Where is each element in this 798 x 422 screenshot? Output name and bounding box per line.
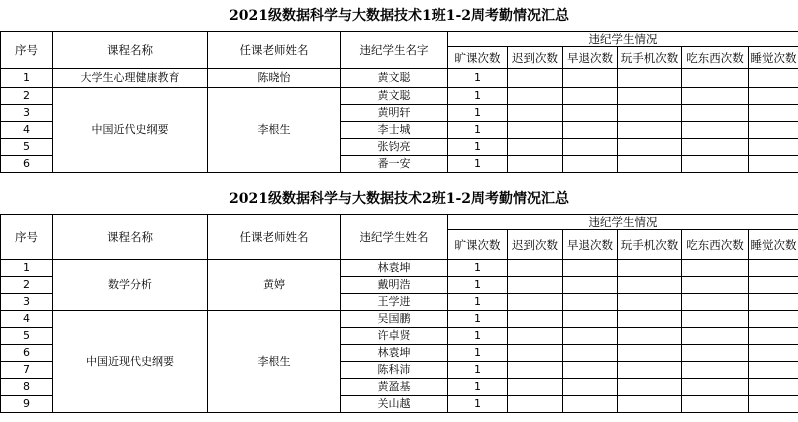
cell-early bbox=[563, 88, 618, 105]
cell-absent: 1 bbox=[448, 396, 508, 413]
header-absent: 旷课次数 bbox=[448, 230, 508, 260]
cell-early bbox=[563, 294, 618, 311]
cell-seq: 2 bbox=[1, 277, 53, 294]
cell-sleep bbox=[749, 122, 798, 139]
cell-sleep bbox=[749, 328, 798, 345]
cell-student: 番一安 bbox=[341, 156, 448, 173]
cell-sleep bbox=[749, 139, 798, 156]
cell-seq: 3 bbox=[1, 294, 53, 311]
cell-phone bbox=[618, 139, 682, 156]
cell-late bbox=[508, 311, 563, 328]
cell-early bbox=[563, 311, 618, 328]
header-phone: 玩手机次数 bbox=[618, 47, 682, 69]
cell-student: 黄文聪 bbox=[341, 88, 448, 105]
cell-early bbox=[563, 345, 618, 362]
header-eating: 吃东西次数 bbox=[682, 230, 749, 260]
cell-early bbox=[563, 105, 618, 122]
cell-sleep bbox=[749, 345, 798, 362]
cell-late bbox=[508, 69, 563, 88]
cell-phone bbox=[618, 122, 682, 139]
cell-absent: 1 bbox=[448, 379, 508, 396]
cell-early bbox=[563, 277, 618, 294]
cell-course: 中国近现代史纲要 bbox=[53, 311, 208, 413]
cell-early bbox=[563, 362, 618, 379]
cell-phone bbox=[618, 311, 682, 328]
cell-eating bbox=[682, 345, 749, 362]
cell-late bbox=[508, 260, 563, 277]
cell-seq: 5 bbox=[1, 139, 53, 156]
cell-late bbox=[508, 156, 563, 173]
cell-late bbox=[508, 139, 563, 156]
cell-absent: 1 bbox=[448, 69, 508, 88]
cell-sleep bbox=[749, 260, 798, 277]
cell-seq: 5 bbox=[1, 328, 53, 345]
table-row bbox=[1, 88, 798, 105]
cell-early bbox=[563, 69, 618, 88]
cell-course: 大学生心理健康教育 bbox=[53, 69, 208, 88]
cell-absent: 1 bbox=[448, 362, 508, 379]
cell-phone bbox=[618, 69, 682, 88]
header-course: 课程名称 bbox=[53, 32, 208, 69]
cell-student: 李士城 bbox=[341, 122, 448, 139]
cell-student: 林袁坤 bbox=[341, 260, 448, 277]
cell-seq: 3 bbox=[1, 105, 53, 122]
cell-absent: 1 bbox=[448, 294, 508, 311]
cell-phone bbox=[618, 379, 682, 396]
cell-student: 黄盈基 bbox=[341, 379, 448, 396]
cell-absent: 1 bbox=[448, 105, 508, 122]
cell-late bbox=[508, 328, 563, 345]
cell-sleep bbox=[749, 379, 798, 396]
table-row bbox=[1, 69, 798, 88]
header-early: 早退次数 bbox=[563, 47, 618, 69]
cell-phone bbox=[618, 88, 682, 105]
cell-teacher: 李根生 bbox=[208, 88, 341, 173]
header-course: 课程名称 bbox=[53, 215, 208, 260]
cell-seq: 8 bbox=[1, 379, 53, 396]
cell-early bbox=[563, 156, 618, 173]
cell-eating bbox=[682, 362, 749, 379]
cell-eating bbox=[682, 311, 749, 328]
cell-seq: 6 bbox=[1, 156, 53, 173]
cell-sleep bbox=[749, 277, 798, 294]
cell-eating bbox=[682, 294, 749, 311]
table-row bbox=[1, 311, 798, 328]
cell-seq: 7 bbox=[1, 362, 53, 379]
table1-title: 2021级数据科学与大数据技术1班1-2周考勤情况汇总 bbox=[229, 8, 569, 24]
cell-sleep bbox=[749, 105, 798, 122]
cell-student: 黄文聪 bbox=[341, 69, 448, 88]
cell-eating bbox=[682, 260, 749, 277]
header-late: 迟到次数 bbox=[508, 230, 563, 260]
cell-phone bbox=[618, 362, 682, 379]
header-eating: 吃东西次数 bbox=[682, 47, 749, 69]
header-seq: 序号 bbox=[1, 215, 53, 260]
cell-eating bbox=[682, 69, 749, 88]
cell-eating bbox=[682, 328, 749, 345]
cell-eating bbox=[682, 105, 749, 122]
cell-course: 中国近代史纲要 bbox=[53, 88, 208, 173]
cell-student: 吴国鹏 bbox=[341, 311, 448, 328]
cell-early bbox=[563, 379, 618, 396]
cell-early bbox=[563, 396, 618, 413]
cell-absent: 1 bbox=[448, 139, 508, 156]
cell-student: 关山越 bbox=[341, 396, 448, 413]
cell-absent: 1 bbox=[448, 328, 508, 345]
cell-phone bbox=[618, 260, 682, 277]
cell-eating bbox=[682, 156, 749, 173]
cell-phone bbox=[618, 156, 682, 173]
cell-seq: 4 bbox=[1, 311, 53, 328]
cell-sleep bbox=[749, 396, 798, 413]
cell-course: 数学分析 bbox=[53, 260, 208, 311]
header-violation-group: 违纪学生情况 bbox=[448, 32, 798, 47]
cell-student: 张钧亮 bbox=[341, 139, 448, 156]
header-late: 迟到次数 bbox=[508, 47, 563, 69]
cell-absent: 1 bbox=[448, 345, 508, 362]
cell-seq: 1 bbox=[1, 260, 53, 277]
header-absent: 旷课次数 bbox=[448, 47, 508, 69]
cell-absent: 1 bbox=[448, 311, 508, 328]
cell-early bbox=[563, 328, 618, 345]
cell-eating bbox=[682, 277, 749, 294]
cell-absent: 1 bbox=[448, 88, 508, 105]
cell-early bbox=[563, 260, 618, 277]
cell-absent: 1 bbox=[448, 122, 508, 139]
header-phone: 玩手机次数 bbox=[618, 230, 682, 260]
cell-late bbox=[508, 294, 563, 311]
cell-sleep bbox=[749, 156, 798, 173]
cell-absent: 1 bbox=[448, 277, 508, 294]
cell-sleep bbox=[749, 69, 798, 88]
cell-phone bbox=[618, 294, 682, 311]
cell-eating bbox=[682, 379, 749, 396]
cell-seq: 4 bbox=[1, 122, 53, 139]
cell-teacher: 李根生 bbox=[208, 311, 341, 413]
cell-teacher: 黄婷 bbox=[208, 260, 341, 311]
cell-late bbox=[508, 345, 563, 362]
header-sleep: 睡觉次数 bbox=[749, 47, 798, 69]
cell-absent: 1 bbox=[448, 156, 508, 173]
cell-sleep bbox=[749, 311, 798, 328]
cell-late bbox=[508, 122, 563, 139]
header-student: 违纪学生名字 bbox=[341, 32, 448, 69]
table2-title: 2021级数据科学与大数据技术2班1-2周考勤情况汇总 bbox=[229, 191, 569, 207]
cell-seq: 1 bbox=[1, 69, 53, 88]
cell-sleep bbox=[749, 294, 798, 311]
cell-late bbox=[508, 277, 563, 294]
header-violation-group: 违纪学生情况 bbox=[448, 215, 798, 230]
cell-late bbox=[508, 379, 563, 396]
header-student: 违纪学生姓名 bbox=[341, 215, 448, 260]
cell-phone bbox=[618, 345, 682, 362]
cell-eating bbox=[682, 88, 749, 105]
cell-late bbox=[508, 362, 563, 379]
cell-phone bbox=[618, 396, 682, 413]
cell-student: 林袁坤 bbox=[341, 345, 448, 362]
cell-sleep bbox=[749, 362, 798, 379]
attendance-table-class2 bbox=[0, 214, 798, 413]
cell-absent: 1 bbox=[448, 260, 508, 277]
header-seq: 序号 bbox=[1, 32, 53, 69]
cell-student: 陈科沛 bbox=[341, 362, 448, 379]
cell-eating bbox=[682, 139, 749, 156]
cell-seq: 6 bbox=[1, 345, 53, 362]
cell-seq: 9 bbox=[1, 396, 53, 413]
cell-seq: 2 bbox=[1, 88, 53, 105]
cell-late bbox=[508, 105, 563, 122]
cell-phone bbox=[618, 328, 682, 345]
cell-early bbox=[563, 139, 618, 156]
header-early: 早退次数 bbox=[563, 230, 618, 260]
cell-teacher: 陈晓怡 bbox=[208, 69, 341, 88]
header-teacher: 任课老师姓名 bbox=[208, 215, 341, 260]
cell-student: 黄明轩 bbox=[341, 105, 448, 122]
header-sleep: 睡觉次数 bbox=[749, 230, 798, 260]
cell-phone bbox=[618, 105, 682, 122]
cell-sleep bbox=[749, 88, 798, 105]
cell-student: 王学进 bbox=[341, 294, 448, 311]
table-row bbox=[1, 260, 798, 277]
cell-early bbox=[563, 122, 618, 139]
cell-student: 戴明浩 bbox=[341, 277, 448, 294]
header-teacher: 任课老师姓名 bbox=[208, 32, 341, 69]
cell-eating bbox=[682, 122, 749, 139]
cell-late bbox=[508, 396, 563, 413]
cell-student: 许卓贤 bbox=[341, 328, 448, 345]
cell-phone bbox=[618, 277, 682, 294]
attendance-table-class1 bbox=[0, 31, 798, 173]
cell-late bbox=[508, 88, 563, 105]
cell-eating bbox=[682, 396, 749, 413]
